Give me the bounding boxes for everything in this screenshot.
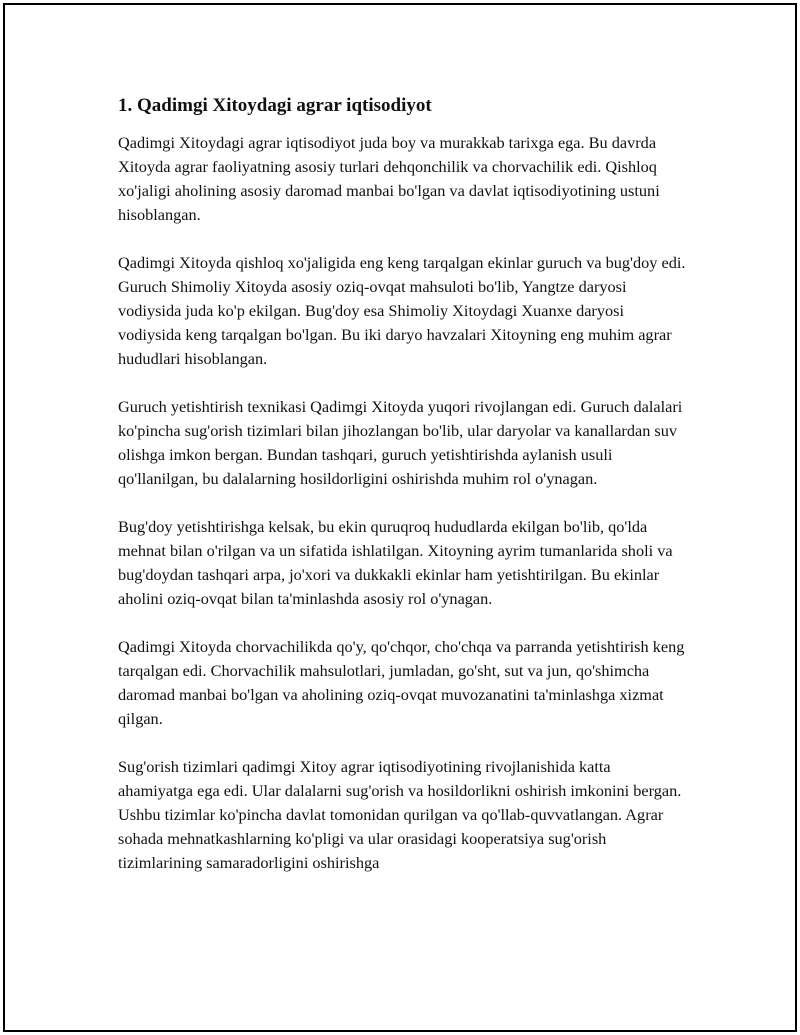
paragraph-4: Bug'doy yetishtirishga kelsak, bu ekin quruqroq hududlarda ekilgan bo'lib, qo'lda mehnat bilan o'rilgan va un sifatida ishlatilgan. Xitoyning ayrim tumanlarida sholi va bug'doydan tashqari arpa, jo'xori va dukkakli ekinlar ham yetishtirilgan. Bu ekinlar aholini oziq-ovqat bilan ta'minlashda asosiy rol o'ynagan. bbox=[118, 517, 673, 608]
paragraph-2: Qadimgi Xitoyda qishloq xo'jaligida eng keng tarqalgan ekinlar guruch va bug'doy edi. Guruch Shimoliy Xitoyda asosiy oziq-ovqat mahsuloti bo'lib, Yangtze daryosi vodiysida juda ko'p ekilgan. Bug'doy esa Shimoliy Xitoydagi Xuanxe daryosi vodiysida keng tarqalgan bo'lgan. Bu iki daryo havzalari Xitoyning eng muhim agrar hududlari hisoblangan. bbox=[118, 253, 686, 368]
paragraph-5: Qadimgi Xitoyda chorvachilikda qo'y, qo'chqor, cho'chqa va parranda yetishtirish keng tarqalgan edi. Chorvachilik mahsulotlari, jumladan, go'sht, sut va jun, qo'shimcha daromad manbai bo'lgan va aholining oziq-ovqat muvozanatini ta'minlashga xizmat qilgan. bbox=[118, 637, 685, 728]
paragraph-1: Qadimgi Xitoydagi agrar iqtisodiyot juda boy va murakkab tarixga ega. Bu davrda Xitoyda agrar faoliyatning asosiy turlari dehqonchilik va chorvachilik edi. Qishloq xo'jaligi aholining asosiy daromad manbai bo'lgan va davlat iqtisodiyotining ustuni hisoblangan. bbox=[118, 133, 660, 224]
document-body bbox=[118, 94, 688, 899]
paragraph-6: Sug'orish tizimlari qadimgi Xitoy agrar iqtisodiyotining rivojlanishida katta ahamiyatga ega edi. Ular dalalarni sug'orish va hosildorlikni oshirish imkonini bergan. Ushbu tizimlar ko'pincha davlat tomonidan qurilgan va qo'llab-quvvatlangan. Agrar sohada mehnatkashlarning ko'pligi va ular orasidagi kooperatsiya sug'orish tizimlarining samaradorligini oshirishga bbox=[118, 757, 682, 872]
section-heading: 1. Qadimgi Xitoydagi agrar iqtisodiyot bbox=[118, 95, 432, 116]
paragraph-3: Guruch yetishtirish texnikasi Qadimgi Xitoyda yuqori rivojlangan edi. Guruch dalalari ko'pincha sug'orish tizimlari bilan jihozlangan bo'lib, ular daryolar va kanallardan suv olishga imkon bergan. Bundan tashqari, guruch yetishtirishda aylanish usuli qo'llanilgan, bu dalalarning hosildorligini oshirishda muhim rol o'ynagan. bbox=[118, 397, 683, 488]
